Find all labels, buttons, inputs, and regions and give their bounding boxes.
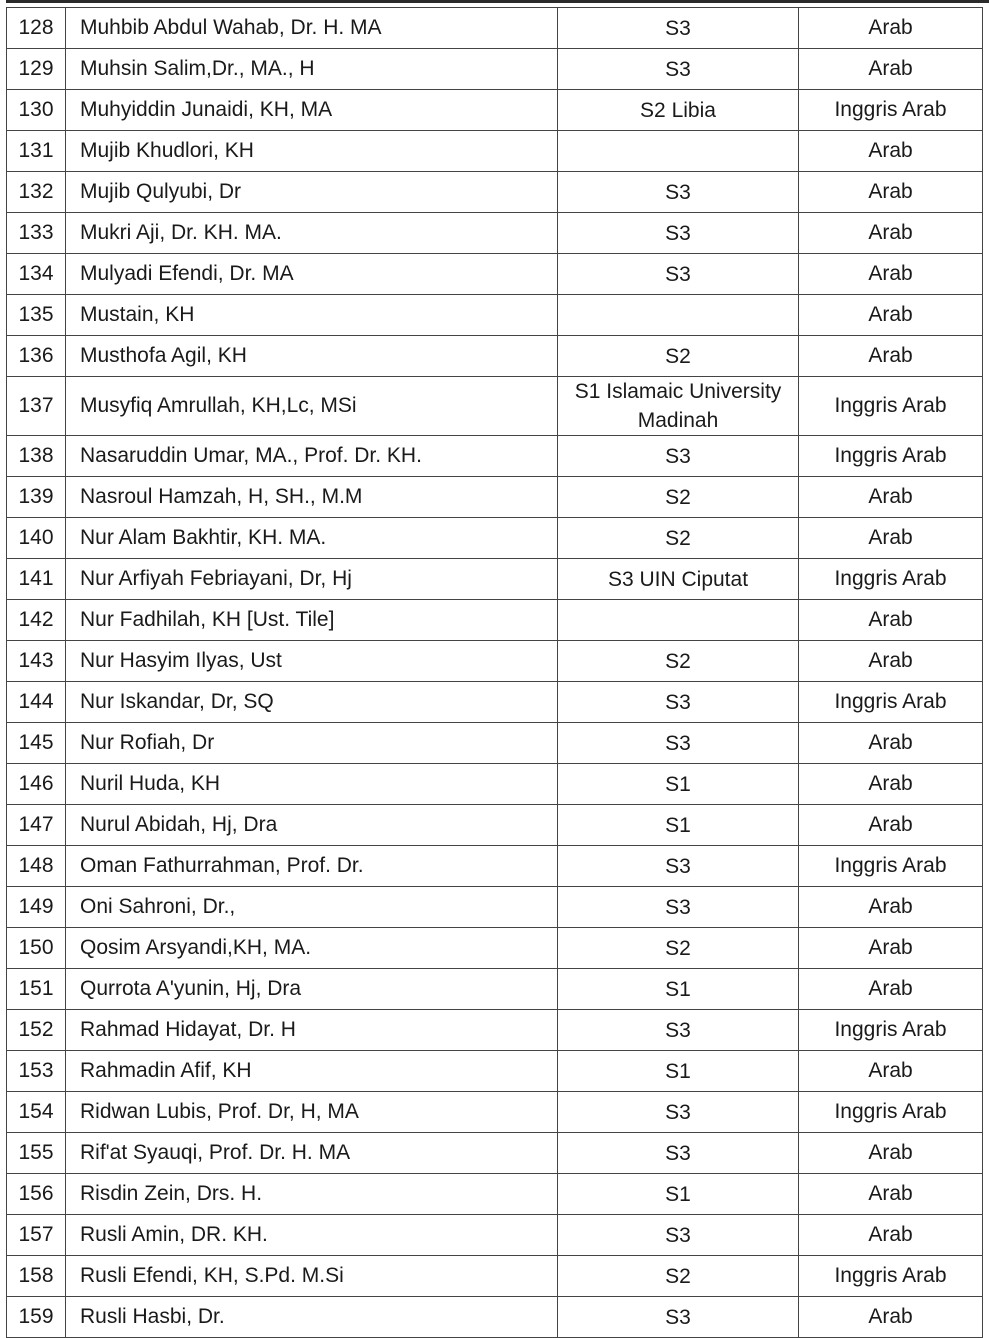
row-name: Nasroul Hamzah, H, SH., M.M bbox=[66, 477, 558, 518]
row-education: S3 bbox=[558, 49, 799, 90]
table-row bbox=[7, 641, 983, 682]
table-row bbox=[7, 764, 983, 805]
row-education: S1 bbox=[558, 969, 799, 1010]
table-row bbox=[7, 377, 983, 436]
row-name: Rusli Amin, DR. KH. bbox=[66, 1215, 558, 1256]
row-language: Arab bbox=[799, 600, 983, 641]
row-education: S3 bbox=[558, 1133, 799, 1174]
table-row bbox=[7, 213, 983, 254]
row-number: 141 bbox=[7, 559, 66, 600]
row-name: Nasaruddin Umar, MA., Prof. Dr. KH. bbox=[66, 436, 558, 477]
row-number: 159 bbox=[7, 1297, 66, 1338]
row-language: Arab bbox=[799, 254, 983, 295]
row-name: Risdin Zein, Drs. H. bbox=[66, 1174, 558, 1215]
row-education: S3 bbox=[558, 723, 799, 764]
row-number: 147 bbox=[7, 805, 66, 846]
row-name: Muhyiddin Junaidi, KH, MA bbox=[66, 90, 558, 131]
row-education: S3 bbox=[558, 254, 799, 295]
row-name: Muhsin Salim,Dr., MA., H bbox=[66, 49, 558, 90]
row-education: S3 bbox=[558, 1010, 799, 1051]
row-name: Rahmadin Afif, KH bbox=[66, 1051, 558, 1092]
row-name: Nurul Abidah, Hj, Dra bbox=[66, 805, 558, 846]
row-education: S3 UIN Ciputat bbox=[558, 559, 799, 600]
table-row bbox=[7, 172, 983, 213]
row-education: S3 bbox=[558, 8, 799, 49]
row-education: S3 bbox=[558, 436, 799, 477]
row-education: S2 bbox=[558, 641, 799, 682]
table-row bbox=[7, 969, 983, 1010]
row-language: Inggris Arab bbox=[799, 1092, 983, 1133]
row-language: Arab bbox=[799, 1051, 983, 1092]
row-name: Rif'at Syauqi, Prof. Dr. H. MA bbox=[66, 1133, 558, 1174]
row-number: 145 bbox=[7, 723, 66, 764]
row-education: S3 bbox=[558, 682, 799, 723]
table-row bbox=[7, 1010, 983, 1051]
table-row bbox=[7, 518, 983, 559]
row-language: Inggris Arab bbox=[799, 436, 983, 477]
row-number: 152 bbox=[7, 1010, 66, 1051]
row-education: S3 bbox=[558, 887, 799, 928]
row-education: S1 Islamaic University Madinah bbox=[558, 377, 799, 436]
row-number: 148 bbox=[7, 846, 66, 887]
row-number: 136 bbox=[7, 336, 66, 377]
row-education: S3 bbox=[558, 1092, 799, 1133]
row-language: Arab bbox=[799, 1174, 983, 1215]
row-language: Arab bbox=[799, 1133, 983, 1174]
row-name: Oni Sahroni, Dr., bbox=[66, 887, 558, 928]
row-education: S2 bbox=[558, 1256, 799, 1297]
row-education: S2 bbox=[558, 518, 799, 559]
row-language: Arab bbox=[799, 805, 983, 846]
table-row bbox=[7, 682, 983, 723]
row-number: 158 bbox=[7, 1256, 66, 1297]
row-language: Arab bbox=[799, 131, 983, 172]
row-education: S2 bbox=[558, 336, 799, 377]
row-name: Musthofa Agil, KH bbox=[66, 336, 558, 377]
row-language: Arab bbox=[799, 477, 983, 518]
table-row bbox=[7, 49, 983, 90]
row-name: Nur Iskandar, Dr, SQ bbox=[66, 682, 558, 723]
row-education: S2 Libia bbox=[558, 90, 799, 131]
table-row bbox=[7, 1215, 983, 1256]
row-language: Inggris Arab bbox=[799, 846, 983, 887]
row-education: S2 bbox=[558, 928, 799, 969]
row-name: Musyfiq Amrullah, KH,Lc, MSi bbox=[66, 377, 558, 436]
table-row bbox=[7, 336, 983, 377]
row-language: Arab bbox=[799, 1215, 983, 1256]
row-education: S3 bbox=[558, 172, 799, 213]
row-name: Muhbib Abdul Wahab, Dr. H. MA bbox=[66, 8, 558, 49]
row-name: Nur Alam Bakhtir, KH. MA. bbox=[66, 518, 558, 559]
row-name: Mustain, KH bbox=[66, 295, 558, 336]
row-language: Arab bbox=[799, 887, 983, 928]
table-row bbox=[7, 1174, 983, 1215]
table-row bbox=[7, 295, 983, 336]
row-language: Arab bbox=[799, 49, 983, 90]
row-language: Inggris Arab bbox=[799, 559, 983, 600]
row-language: Inggris Arab bbox=[799, 377, 983, 436]
row-name: Mujib Khudlori, KH bbox=[66, 131, 558, 172]
row-name: Qurrota A'yunin, Hj, Dra bbox=[66, 969, 558, 1010]
table-row bbox=[7, 805, 983, 846]
row-language: Inggris Arab bbox=[799, 90, 983, 131]
row-language: Inggris Arab bbox=[799, 1010, 983, 1051]
row-number: 131 bbox=[7, 131, 66, 172]
table-row bbox=[7, 1133, 983, 1174]
row-name: Nur Hasyim Ilyas, Ust bbox=[66, 641, 558, 682]
row-number: 138 bbox=[7, 436, 66, 477]
table-row bbox=[7, 846, 983, 887]
row-number: 154 bbox=[7, 1092, 66, 1133]
row-education: S2 bbox=[558, 477, 799, 518]
row-number: 128 bbox=[7, 8, 66, 49]
row-name: Qosim Arsyandi,KH, MA. bbox=[66, 928, 558, 969]
row-language: Arab bbox=[799, 336, 983, 377]
row-education: S3 bbox=[558, 1297, 799, 1338]
row-number: 133 bbox=[7, 213, 66, 254]
table-row bbox=[7, 600, 983, 641]
row-number: 132 bbox=[7, 172, 66, 213]
row-name: Mujib Qulyubi, Dr bbox=[66, 172, 558, 213]
table-row bbox=[7, 1256, 983, 1297]
row-number: 134 bbox=[7, 254, 66, 295]
row-language: Arab bbox=[799, 295, 983, 336]
table-row bbox=[7, 887, 983, 928]
row-education: S1 bbox=[558, 764, 799, 805]
row-number: 144 bbox=[7, 682, 66, 723]
row-number: 143 bbox=[7, 641, 66, 682]
row-name: Rusli Efendi, KH, S.Pd. M.Si bbox=[66, 1256, 558, 1297]
row-number: 153 bbox=[7, 1051, 66, 1092]
row-education bbox=[558, 600, 799, 641]
row-language: Arab bbox=[799, 723, 983, 764]
row-language: Arab bbox=[799, 641, 983, 682]
row-language: Arab bbox=[799, 518, 983, 559]
row-number: 146 bbox=[7, 764, 66, 805]
row-education: S1 bbox=[558, 805, 799, 846]
row-education: S3 bbox=[558, 1215, 799, 1256]
row-number: 149 bbox=[7, 887, 66, 928]
row-number: 137 bbox=[7, 377, 66, 436]
roster-table-body bbox=[7, 8, 983, 1338]
row-language: Arab bbox=[799, 213, 983, 254]
row-language: Arab bbox=[799, 8, 983, 49]
row-name: Oman Fathurrahman, Prof. Dr. bbox=[66, 846, 558, 887]
row-name: Nuril Huda, KH bbox=[66, 764, 558, 805]
row-number: 139 bbox=[7, 477, 66, 518]
row-number: 130 bbox=[7, 90, 66, 131]
top-border-rule bbox=[6, 0, 989, 3]
row-education bbox=[558, 295, 799, 336]
row-education: S1 bbox=[558, 1174, 799, 1215]
table-row bbox=[7, 559, 983, 600]
row-number: 142 bbox=[7, 600, 66, 641]
row-name: Nur Fadhilah, KH [Ust. Tile] bbox=[66, 600, 558, 641]
table-row bbox=[7, 477, 983, 518]
row-education bbox=[558, 131, 799, 172]
table-row bbox=[7, 8, 983, 49]
row-education: S3 bbox=[558, 846, 799, 887]
table-row bbox=[7, 723, 983, 764]
table-row bbox=[7, 131, 983, 172]
table-row bbox=[7, 1092, 983, 1133]
row-education: S1 bbox=[558, 1051, 799, 1092]
row-language: Arab bbox=[799, 764, 983, 805]
row-number: 150 bbox=[7, 928, 66, 969]
row-education: S3 bbox=[558, 213, 799, 254]
row-name: Mulyadi Efendi, Dr. MA bbox=[66, 254, 558, 295]
row-name: Rahmad Hidayat, Dr. H bbox=[66, 1010, 558, 1051]
row-name: Mukri Aji, Dr. KH. MA. bbox=[66, 213, 558, 254]
row-number: 129 bbox=[7, 49, 66, 90]
row-number: 140 bbox=[7, 518, 66, 559]
table-row bbox=[7, 90, 983, 131]
table-row bbox=[7, 1051, 983, 1092]
row-language: Arab bbox=[799, 928, 983, 969]
row-number: 157 bbox=[7, 1215, 66, 1256]
row-number: 155 bbox=[7, 1133, 66, 1174]
table-row bbox=[7, 254, 983, 295]
row-name: Rusli Hasbi, Dr. bbox=[66, 1297, 558, 1338]
row-number: 156 bbox=[7, 1174, 66, 1215]
row-language: Arab bbox=[799, 969, 983, 1010]
table-row bbox=[7, 928, 983, 969]
row-language: Inggris Arab bbox=[799, 682, 983, 723]
row-name: Ridwan Lubis, Prof. Dr, H, MA bbox=[66, 1092, 558, 1133]
table-row bbox=[7, 1297, 983, 1338]
row-number: 135 bbox=[7, 295, 66, 336]
row-language: Inggris Arab bbox=[799, 1256, 983, 1297]
row-language: Arab bbox=[799, 1297, 983, 1338]
row-number: 151 bbox=[7, 969, 66, 1010]
row-name: Nur Arfiyah Febriayani, Dr, Hj bbox=[66, 559, 558, 600]
row-name: Nur Rofiah, Dr bbox=[66, 723, 558, 764]
roster-table bbox=[6, 7, 983, 1338]
table-row bbox=[7, 436, 983, 477]
row-language: Arab bbox=[799, 172, 983, 213]
